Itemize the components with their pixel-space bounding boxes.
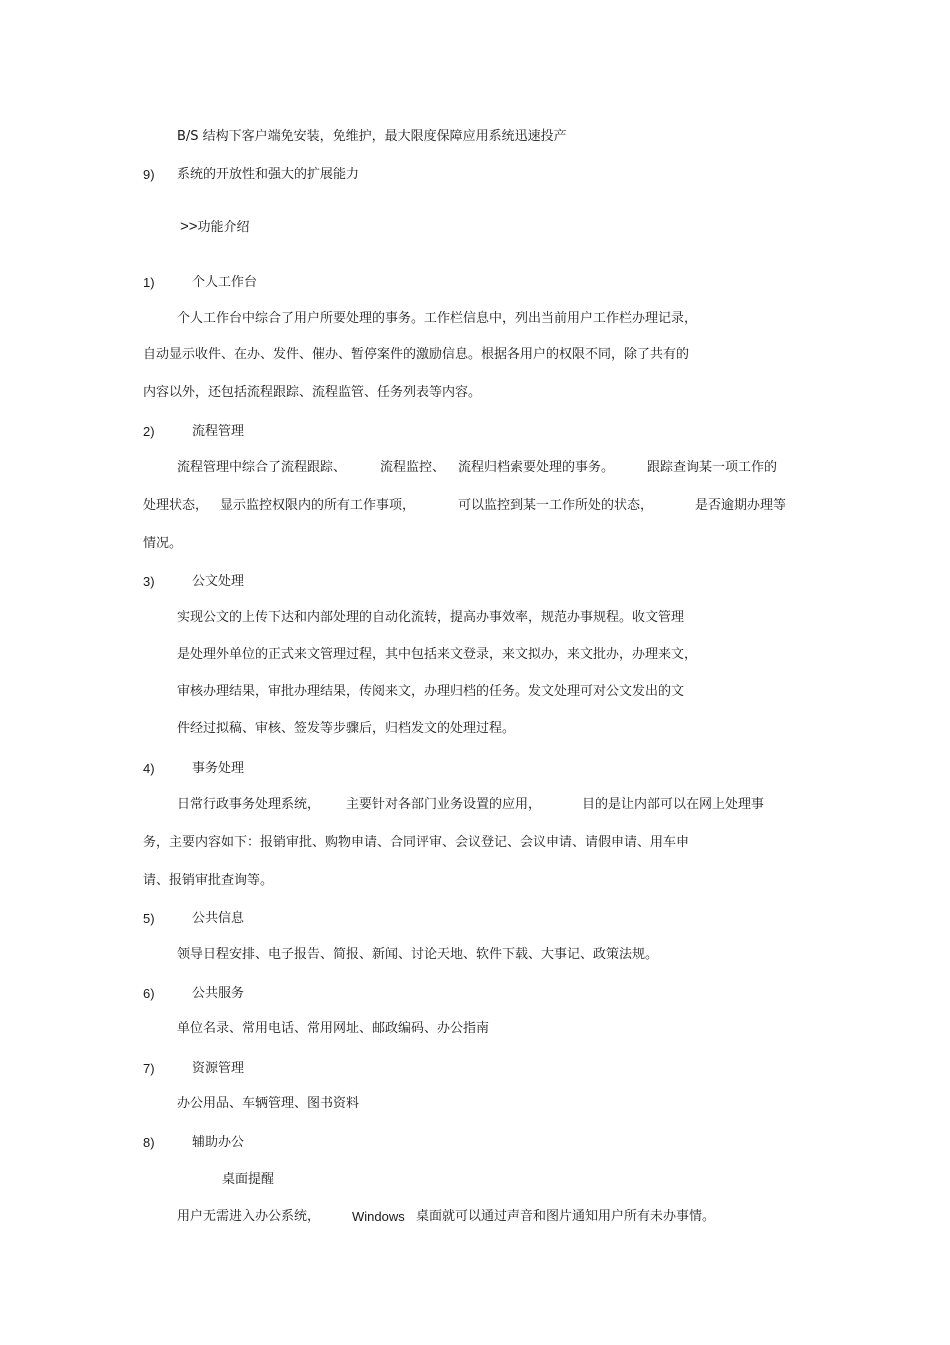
section-3-paragraph-line: 审核办理结果，审批办理结果，传阅来文，办理归档的任务。发文处理可对公文发出的文 bbox=[177, 684, 685, 699]
section-4-number: 4) bbox=[143, 761, 155, 776]
section-1-paragraph-line: 内容以外，还包括流程跟踪、流程监管、任务列表等内容。 bbox=[143, 385, 482, 400]
section-1-title: 个人工作台 bbox=[192, 275, 258, 290]
section-2-number: 2) bbox=[143, 424, 155, 439]
bs-advantage-line: B/S 结构下客户端免安装，免维护，最大限度保障应用系统迅速投产 bbox=[177, 129, 567, 144]
section-8-number: 8) bbox=[143, 1135, 155, 1150]
section-3-paragraph-line: 实现公文的上传下达和内部处理的自动化流转，提高办事效率，规范办事规程。收文管理 bbox=[177, 610, 685, 625]
section-5-paragraph-line: 领导日程安排、电子报告、简报、新闻、讨论天地、软件下载、大事记、政策法规。 bbox=[177, 947, 659, 962]
section-7-number: 7) bbox=[143, 1061, 155, 1076]
section-8-paragraph-line: Windows bbox=[352, 1209, 405, 1224]
section-2-paragraph-line: 显示监控权限内的所有工作事项， bbox=[220, 498, 416, 513]
section-5-title: 公共信息 bbox=[192, 911, 245, 926]
section-2-paragraph-line: 流程管理中综合了流程跟踪、 bbox=[177, 460, 347, 475]
section-6-title: 公共服务 bbox=[192, 986, 245, 1001]
section-6-number: 6) bbox=[143, 986, 155, 1001]
section-3-paragraph-line: 是处理外单位的正式来文管理过程，其中包括来文登录，来文拟办，来文批办，办理来文， bbox=[177, 647, 698, 662]
section-1-paragraph-line: 个人工作台中综合了用户所要处理的事务。工作栏信息中，列出当前用户工作栏办理记录， bbox=[177, 311, 698, 326]
section-3-number: 3) bbox=[143, 574, 155, 589]
section-heading bbox=[180, 218, 250, 237]
section-3-paragraph-line: 件经过拟稿、审核、签发等步骤后，归档发文的处理过程。 bbox=[177, 721, 516, 736]
section-4-paragraph-line: 主要针对各部门业务设置的应用， bbox=[346, 797, 542, 812]
section-4-paragraph-line: 务，主要内容如下：报销审批、购物申请、合同评审、会议登记、会议申请、请假申请、用车申 bbox=[143, 835, 690, 850]
section-2-paragraph-line: 情况。 bbox=[143, 536, 183, 551]
section-8-paragraph-line: 桌面就可以通过声音和图片通知用户所有未办事情。 bbox=[416, 1209, 716, 1224]
section-2-paragraph-line: 是否逾期办理等 bbox=[695, 498, 787, 513]
section-4-paragraph-line: 目的是让内部可以在网上处理事 bbox=[582, 797, 765, 812]
section-1-number: 1) bbox=[143, 275, 155, 290]
section-4-paragraph-line: 日常行政事务处理系统， bbox=[177, 797, 321, 812]
section-2-paragraph-line: 流程监控、 bbox=[380, 460, 446, 475]
section-5-number: 5) bbox=[143, 911, 155, 926]
section-7-title: 资源管理 bbox=[192, 1061, 245, 1076]
item-9-text: 系统的开放性和强大的扩展能力 bbox=[177, 167, 360, 182]
section-8-paragraph-line: 用户无需进入办公系统， bbox=[177, 1209, 321, 1224]
section-2-paragraph-line: 流程归档索要处理的事务。 bbox=[458, 460, 615, 475]
section-2-paragraph-line: 可以监控到某一工作所处的状态， bbox=[458, 498, 654, 513]
item-9-number: 9) bbox=[143, 167, 155, 182]
heading-title: 功能介绍 bbox=[197, 220, 250, 235]
section-8-subtitle: 桌面提醒 bbox=[222, 1172, 275, 1187]
section-2-paragraph-line: 跟踪查询某一项工作的 bbox=[647, 460, 778, 475]
section-8-title: 辅助办公 bbox=[192, 1135, 245, 1150]
section-4-paragraph-line: 请、报销审批查询等。 bbox=[143, 873, 274, 888]
section-2-paragraph-line: 处理状态， bbox=[143, 498, 209, 513]
section-2-title: 流程管理 bbox=[192, 424, 245, 439]
section-6-paragraph-line: 单位名录、常用电话、常用网址、邮政编码、办公指南 bbox=[177, 1021, 490, 1036]
section-3-title: 公文处理 bbox=[192, 574, 245, 589]
section-7-paragraph-line: 办公用品、车辆管理、图书资料 bbox=[177, 1096, 360, 1111]
heading-arrow: >> bbox=[180, 218, 198, 235]
section-4-title: 事务处理 bbox=[192, 761, 245, 776]
section-1-paragraph-line: 自动显示收件、在办、发件、催办、暂停案件的激励信息。根据各用户的权限不同，除了共有的 bbox=[143, 347, 690, 362]
